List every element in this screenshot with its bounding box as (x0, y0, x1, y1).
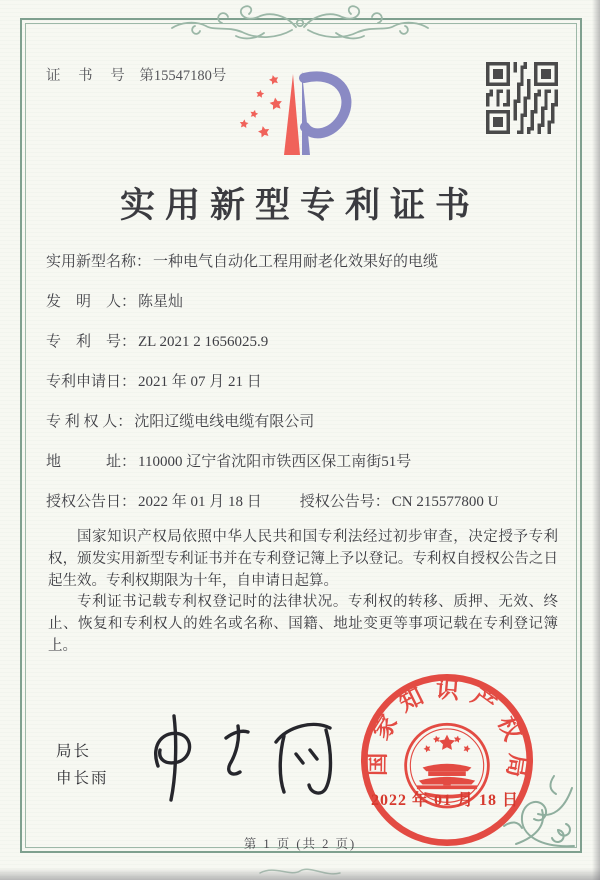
grant-date-label: 授权公告日： (46, 494, 137, 510)
director-block (56, 738, 109, 792)
field-inventor (46, 290, 560, 330)
field-value: 陈星灿 (138, 294, 184, 310)
field-patent-number (46, 330, 560, 370)
director-name: 申长雨 (56, 770, 109, 787)
field-value: 一种电气自动化工程用耐老化效果好的电缆 (153, 254, 439, 270)
certificate-title: 实用新型专利证书 (119, 186, 480, 225)
field-value: 沈阳辽缆电线电缆有限公司 (134, 414, 315, 430)
field-label: 实用新型名称： (46, 254, 152, 270)
field-label: 专 利 号： (46, 334, 137, 350)
director-signature (128, 706, 348, 806)
paper-edge-bottom (0, 868, 600, 880)
legal-paragraph-1: 国家知识产权局依照中华人民共和国专利法经过初步审查，决定授予专利权，颁发实用新型专利证书并在专利登记簿上予以登记。专利权自授权公告之日起生效。专利权期限为十年，自申请日起算。 (48, 529, 558, 589)
director-title: 局长 (56, 743, 92, 760)
certificate-number (46, 64, 226, 85)
certificate-number-value: 第15547180号 (139, 68, 227, 84)
field-value: 2021 年 07 月 21 日 (138, 374, 262, 390)
field-label: 发 明 人： (46, 294, 137, 310)
field-application-date (46, 370, 560, 410)
grant-number-label: 授权公告号： (299, 494, 390, 510)
field-utility-name (46, 250, 560, 290)
field-value: 110000 辽宁省沈阳市铁西区保工南街51号 (138, 454, 412, 470)
paper-edge-right (592, 0, 600, 880)
cnipa-logo-icon (230, 58, 370, 170)
legal-paragraph-2: 专利证书记载专利权登记时的法律状况。专利权的转移、质押、无效、终止、恢复和专利权人的姓名或名称、国籍、地址变更等事项记载在专利登记簿上。 (48, 594, 558, 654)
field-value: ZL 2021 2 1656025.9 (138, 334, 269, 350)
grant-date-value: 2022 年 01 月 18 日 (138, 494, 262, 510)
field-label: 专利申请日： (46, 374, 137, 390)
qr-code (486, 62, 558, 134)
page-number: 第 1 页 (共 2 页) (243, 837, 357, 851)
field-address (46, 450, 560, 490)
official-seal (353, 666, 541, 854)
grant-number-value: CN 215577800 U (391, 494, 499, 510)
seal-arc-text: 国家知识产权局 (364, 676, 531, 790)
dragon-ornament-top (155, 2, 445, 48)
field-patentee (46, 410, 560, 450)
field-list (46, 250, 560, 530)
field-label: 专 利 权 人： (46, 414, 133, 430)
field-grant-row (46, 490, 560, 530)
certificate-number-label: 证 书 号 (46, 68, 132, 84)
legal-text (48, 527, 558, 658)
field-label: 地 址： (46, 454, 137, 470)
seal-date: 2022 年 01 月 18 日 (370, 792, 519, 809)
